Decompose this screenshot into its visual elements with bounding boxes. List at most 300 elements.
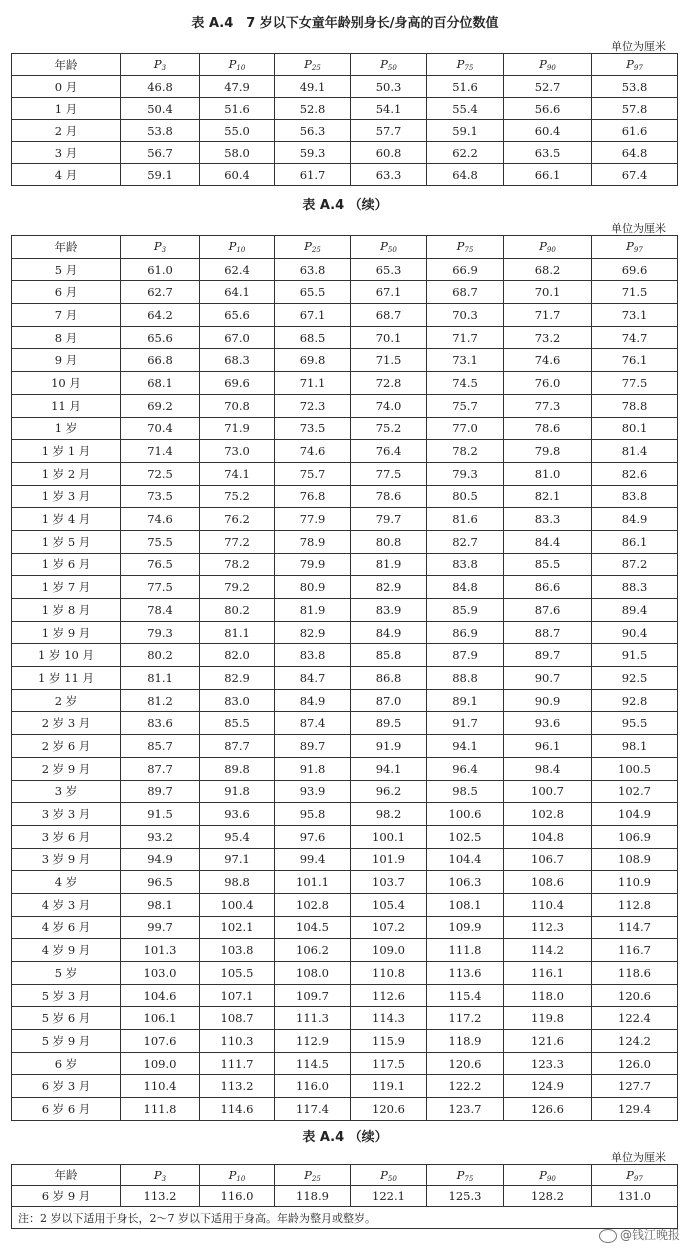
value-cell: 74.7 (592, 326, 678, 349)
value-cell: 103.0 (121, 962, 200, 985)
percentile-column-header: $P_{10}$ (200, 1165, 275, 1186)
percentile-subscript: 90 (546, 64, 556, 72)
value-cell: 89.8 (200, 757, 275, 780)
value-cell: 73.2 (504, 326, 592, 349)
value-cell: 118.9 (427, 1030, 504, 1053)
table-row (12, 599, 678, 622)
value-cell: 82.9 (275, 621, 351, 644)
value-cell: 68.7 (427, 281, 504, 304)
table-row (12, 576, 678, 599)
value-cell: 68.7 (351, 304, 427, 327)
value-cell: 108.1 (427, 893, 504, 916)
age-cell: 3 岁 (12, 780, 121, 803)
value-cell: 120.6 (592, 984, 678, 1007)
value-cell: 128.2 (504, 1186, 592, 1207)
table-row (12, 508, 678, 531)
value-cell: 75.7 (275, 462, 351, 485)
value-cell: 91.8 (275, 757, 351, 780)
value-cell: 98.1 (592, 735, 678, 758)
value-cell: 81.9 (275, 599, 351, 622)
value-cell: 77.5 (592, 372, 678, 395)
value-cell: 50.3 (351, 76, 427, 98)
value-cell: 77.5 (351, 462, 427, 485)
value-cell: 95.4 (200, 825, 275, 848)
value-cell: 85.8 (351, 644, 427, 667)
value-cell: 131.0 (592, 1186, 678, 1207)
table-row (12, 916, 678, 939)
age-cell: 3 岁 3 月 (12, 803, 121, 826)
value-cell: 86.1 (592, 530, 678, 553)
percentile-column-header: $P_{90}$ (504, 1165, 592, 1186)
value-cell: 62.7 (121, 281, 200, 304)
value-cell: 113.2 (121, 1186, 200, 1207)
value-cell: 90.7 (504, 667, 592, 690)
value-cell: 123.7 (427, 1098, 504, 1121)
value-cell: 85.5 (504, 553, 592, 576)
value-cell: 77.9 (275, 508, 351, 531)
age-cell: 4 月 (12, 164, 121, 186)
percentile-table-part1 (11, 53, 678, 186)
age-cell: 5 岁 9 月 (12, 1030, 121, 1053)
age-cell: 1 岁 3 月 (12, 485, 121, 508)
value-cell: 92.5 (592, 667, 678, 690)
value-cell: 83.3 (504, 508, 592, 531)
percentile-column-header: $P_{90}$ (504, 236, 592, 259)
value-cell: 101.9 (351, 848, 427, 871)
value-cell: 61.6 (592, 120, 678, 142)
percentile-column-header: $P_{97}$ (592, 236, 678, 259)
value-cell: 99.7 (121, 916, 200, 939)
value-cell: 82.1 (504, 485, 592, 508)
table-row (12, 120, 678, 142)
value-cell: 71.5 (592, 281, 678, 304)
value-cell: 89.7 (275, 735, 351, 758)
table-row (12, 98, 678, 120)
value-cell: 73.5 (121, 485, 200, 508)
value-cell: 100.5 (592, 757, 678, 780)
percentile-subscript: 97 (633, 246, 643, 255)
age-cell: 11 月 (12, 394, 121, 417)
value-cell: 126.6 (504, 1098, 592, 1121)
table-row (12, 417, 678, 440)
percentile-subscript: 3 (161, 1174, 167, 1183)
table-row (12, 621, 678, 644)
value-cell: 49.1 (275, 76, 351, 98)
percentile-subscript: 25 (311, 1174, 321, 1183)
value-cell: 68.1 (121, 372, 200, 395)
value-cell: 71.9 (200, 417, 275, 440)
value-cell: 77.3 (504, 394, 592, 417)
continued-title: 表 A.4 （续） (302, 1130, 388, 1145)
value-cell: 114.7 (592, 916, 678, 939)
value-cell: 97.6 (275, 825, 351, 848)
value-cell: 87.2 (592, 553, 678, 576)
value-cell: 89.1 (427, 689, 504, 712)
value-cell: 85.7 (121, 735, 200, 758)
value-cell: 125.3 (427, 1186, 504, 1207)
value-cell: 106.7 (504, 848, 592, 871)
table-row (12, 803, 678, 826)
value-cell: 119.8 (504, 1007, 592, 1030)
percentile-column-header: $P_{50}$ (351, 54, 427, 76)
value-cell: 62.4 (200, 258, 275, 281)
value-cell: 80.5 (427, 485, 504, 508)
percentile-subscript: 3 (161, 246, 167, 255)
age-cell: 2 岁 6 月 (12, 735, 121, 758)
value-cell: 80.9 (275, 576, 351, 599)
age-cell: 3 岁 6 月 (12, 825, 121, 848)
value-cell: 71.4 (121, 440, 200, 463)
value-cell: 98.4 (504, 757, 592, 780)
value-cell: 79.2 (200, 576, 275, 599)
value-cell: 68.3 (200, 349, 275, 372)
value-cell: 126.0 (592, 1052, 678, 1075)
value-cell: 91.7 (427, 712, 504, 735)
value-cell: 116.0 (275, 1075, 351, 1098)
value-cell: 69.6 (592, 258, 678, 281)
value-cell: 83.8 (427, 553, 504, 576)
table-row (12, 440, 678, 463)
age-cell: 2 岁 3 月 (12, 712, 121, 735)
table-row (12, 893, 678, 916)
value-cell: 59.1 (121, 164, 200, 186)
value-cell: 96.4 (427, 757, 504, 780)
unit-label: 单位为厘米 (611, 40, 666, 53)
value-cell: 104.8 (504, 825, 592, 848)
value-cell: 98.5 (427, 780, 504, 803)
value-cell: 98.1 (121, 893, 200, 916)
value-cell: 99.4 (275, 848, 351, 871)
value-cell: 111.7 (200, 1052, 275, 1075)
age-cell: 1 岁 11 月 (12, 667, 121, 690)
note-row (12, 1207, 678, 1229)
value-cell: 76.4 (351, 440, 427, 463)
value-cell: 107.2 (351, 916, 427, 939)
age-cell: 6 岁 6 月 (12, 1098, 121, 1121)
value-cell: 116.1 (504, 962, 592, 985)
value-cell: 89.5 (351, 712, 427, 735)
percentile-subscript: 25 (311, 246, 321, 255)
value-cell: 73.5 (275, 417, 351, 440)
value-cell: 114.5 (275, 1052, 351, 1075)
value-cell: 120.6 (427, 1052, 504, 1075)
table-row (12, 372, 678, 395)
value-cell: 92.8 (592, 689, 678, 712)
value-cell: 79.7 (351, 508, 427, 531)
percentile-column-header: $P_3$ (121, 54, 200, 76)
percentile-column-header: $P_3$ (121, 236, 200, 259)
unit-label: 单位为厘米 (611, 1151, 666, 1164)
table-row (12, 984, 678, 1007)
value-cell: 46.8 (121, 76, 200, 98)
value-cell: 78.6 (351, 485, 427, 508)
value-cell: 81.1 (200, 621, 275, 644)
value-cell: 104.4 (427, 848, 504, 871)
value-cell: 80.2 (121, 644, 200, 667)
value-cell: 73.1 (427, 349, 504, 372)
continued-title: 表 A.4 （续） (302, 198, 388, 213)
value-cell: 93.6 (504, 712, 592, 735)
table-row (12, 485, 678, 508)
age-cell: 7 月 (12, 304, 121, 327)
value-cell: 107.6 (121, 1030, 200, 1053)
table-header-row (12, 1165, 678, 1186)
value-cell: 84.9 (351, 621, 427, 644)
value-cell: 104.9 (592, 803, 678, 826)
table-row (12, 1007, 678, 1030)
age-column-header: 年龄 (12, 54, 121, 76)
value-cell: 93.2 (121, 825, 200, 848)
value-cell: 87.7 (121, 757, 200, 780)
percentile-column-header: $P_{97}$ (592, 54, 678, 76)
value-cell: 91.8 (200, 780, 275, 803)
value-cell: 112.3 (504, 916, 592, 939)
value-cell: 70.1 (504, 281, 592, 304)
value-cell: 79.3 (427, 462, 504, 485)
table-row (12, 1030, 678, 1053)
value-cell: 68.2 (504, 258, 592, 281)
table-header-row (12, 54, 678, 76)
watermark (599, 1226, 680, 1243)
value-cell: 80.2 (200, 599, 275, 622)
table-row (12, 462, 678, 485)
value-cell: 76.8 (275, 485, 351, 508)
value-cell: 82.9 (200, 667, 275, 690)
percentile-column-header: $P_{90}$ (504, 54, 592, 76)
value-cell: 95.5 (592, 712, 678, 735)
value-cell: 76.2 (200, 508, 275, 531)
value-cell: 93.9 (275, 780, 351, 803)
table-row (12, 304, 678, 327)
table-row (12, 962, 678, 985)
value-cell: 57.7 (351, 120, 427, 142)
value-cell: 114.6 (200, 1098, 275, 1121)
table-header-row (12, 236, 678, 259)
value-cell: 59.1 (427, 120, 504, 142)
value-cell: 100.7 (504, 780, 592, 803)
age-cell: 6 岁 3 月 (12, 1075, 121, 1098)
value-cell: 124.9 (504, 1075, 592, 1098)
value-cell: 78.2 (427, 440, 504, 463)
value-cell: 70.3 (427, 304, 504, 327)
percentile-subscript: 90 (546, 1174, 556, 1183)
value-cell: 91.5 (121, 803, 200, 826)
value-cell: 115.4 (427, 984, 504, 1007)
value-cell: 83.6 (121, 712, 200, 735)
value-cell: 83.8 (275, 644, 351, 667)
value-cell: 98.8 (200, 871, 275, 894)
value-cell: 101.3 (121, 939, 200, 962)
value-cell: 91.9 (351, 735, 427, 758)
table-row (12, 712, 678, 735)
value-cell: 60.4 (200, 164, 275, 186)
table-row (12, 644, 678, 667)
table-row (12, 757, 678, 780)
value-cell: 58.0 (200, 142, 275, 164)
value-cell: 82.0 (200, 644, 275, 667)
table-row (12, 939, 678, 962)
value-cell: 122.1 (351, 1186, 427, 1207)
value-cell: 90.4 (592, 621, 678, 644)
table-row (12, 1075, 678, 1098)
age-cell: 3 月 (12, 142, 121, 164)
value-cell: 53.8 (592, 76, 678, 98)
value-cell: 110.4 (121, 1075, 200, 1098)
value-cell: 70.4 (121, 417, 200, 440)
percentile-subscript: 50 (387, 64, 397, 72)
age-column-header: 年龄 (12, 236, 121, 259)
value-cell: 62.2 (427, 142, 504, 164)
percentile-subscript: 97 (633, 1174, 643, 1183)
age-cell: 4 岁 (12, 871, 121, 894)
table-row (12, 530, 678, 553)
age-column-header: 年龄 (12, 1165, 121, 1186)
value-cell: 118.0 (504, 984, 592, 1007)
table-row (12, 848, 678, 871)
value-cell: 55.4 (427, 98, 504, 120)
value-cell: 106.1 (121, 1007, 200, 1030)
value-cell: 82.6 (592, 462, 678, 485)
value-cell: 60.8 (351, 142, 427, 164)
percentile-subscript: 90 (546, 246, 556, 255)
value-cell: 67.1 (275, 304, 351, 327)
value-cell: 65.6 (200, 304, 275, 327)
table-row (12, 825, 678, 848)
value-cell: 120.6 (351, 1098, 427, 1121)
value-cell: 81.4 (592, 440, 678, 463)
value-cell: 71.7 (504, 304, 592, 327)
value-cell: 119.1 (351, 1075, 427, 1098)
percentile-column-header: $P_{10}$ (200, 236, 275, 259)
value-cell: 108.7 (200, 1007, 275, 1030)
table-row (12, 780, 678, 803)
value-cell: 94.1 (351, 757, 427, 780)
value-cell: 109.7 (275, 984, 351, 1007)
table-row (12, 394, 678, 417)
value-cell: 70.8 (200, 394, 275, 417)
age-cell: 1 岁 5 月 (12, 530, 121, 553)
value-cell: 110.9 (592, 871, 678, 894)
table-row (12, 689, 678, 712)
value-cell: 87.9 (427, 644, 504, 667)
value-cell: 56.3 (275, 120, 351, 142)
value-cell: 91.5 (592, 644, 678, 667)
age-cell: 6 岁 (12, 1052, 121, 1075)
table-row (12, 1098, 678, 1121)
value-cell: 109.0 (121, 1052, 200, 1075)
table-note: 注：2 岁以下适用于身长，2～7 岁以下适用于身高。年龄为整月或整岁。 (12, 1207, 678, 1229)
value-cell: 104.5 (275, 916, 351, 939)
value-cell: 102.7 (592, 780, 678, 803)
value-cell: 78.6 (504, 417, 592, 440)
value-cell: 84.9 (275, 689, 351, 712)
age-cell: 1 岁 6 月 (12, 553, 121, 576)
value-cell: 103.8 (200, 939, 275, 962)
value-cell: 102.8 (275, 893, 351, 916)
value-cell: 53.8 (121, 120, 200, 142)
value-cell: 87.0 (351, 689, 427, 712)
value-cell: 94.9 (121, 848, 200, 871)
value-cell: 63.5 (504, 142, 592, 164)
percentile-table-part2 (11, 235, 678, 1121)
value-cell: 67.4 (592, 164, 678, 186)
value-cell: 52.7 (504, 76, 592, 98)
value-cell: 109.9 (427, 916, 504, 939)
value-cell: 102.8 (504, 803, 592, 826)
value-cell: 73.1 (592, 304, 678, 327)
value-cell: 75.5 (121, 530, 200, 553)
value-cell: 78.9 (275, 530, 351, 553)
value-cell: 81.6 (427, 508, 504, 531)
table-row (12, 76, 678, 98)
age-cell: 2 岁 (12, 689, 121, 712)
value-cell: 66.9 (427, 258, 504, 281)
age-cell: 4 岁 9 月 (12, 939, 121, 962)
value-cell: 115.9 (351, 1030, 427, 1053)
value-cell: 84.4 (504, 530, 592, 553)
age-cell: 8 月 (12, 326, 121, 349)
value-cell: 86.6 (504, 576, 592, 599)
table-row (12, 164, 678, 186)
table-row (12, 281, 678, 304)
value-cell: 106.9 (592, 825, 678, 848)
value-cell: 76.1 (592, 349, 678, 372)
value-cell: 108.9 (592, 848, 678, 871)
value-cell: 64.8 (592, 142, 678, 164)
age-cell: 6 月 (12, 281, 121, 304)
value-cell: 98.2 (351, 803, 427, 826)
value-cell: 114.3 (351, 1007, 427, 1030)
value-cell: 86.9 (427, 621, 504, 644)
table-row (12, 326, 678, 349)
value-cell: 74.5 (427, 372, 504, 395)
value-cell: 96.5 (121, 871, 200, 894)
value-cell: 80.1 (592, 417, 678, 440)
age-cell: 1 岁 7 月 (12, 576, 121, 599)
value-cell: 67.0 (200, 326, 275, 349)
value-cell: 61.0 (121, 258, 200, 281)
age-cell: 4 岁 6 月 (12, 916, 121, 939)
value-cell: 84.7 (275, 667, 351, 690)
weibo-logo-icon (599, 1229, 617, 1243)
value-cell: 74.0 (351, 394, 427, 417)
value-cell: 116.0 (200, 1186, 275, 1207)
age-cell: 1 岁 1 月 (12, 440, 121, 463)
value-cell: 77.2 (200, 530, 275, 553)
value-cell: 81.1 (121, 667, 200, 690)
value-cell: 72.3 (275, 394, 351, 417)
percentile-subscript: 10 (236, 64, 246, 72)
value-cell: 74.6 (121, 508, 200, 531)
age-cell: 0 月 (12, 76, 121, 98)
value-cell: 74.1 (200, 462, 275, 485)
value-cell: 69.2 (121, 394, 200, 417)
age-cell: 1 岁 2 月 (12, 462, 121, 485)
value-cell: 78.4 (121, 599, 200, 622)
value-cell: 69.6 (200, 372, 275, 395)
value-cell: 89.7 (121, 780, 200, 803)
age-cell: 1 岁 (12, 417, 121, 440)
table-row (12, 1052, 678, 1075)
value-cell: 71.1 (275, 372, 351, 395)
value-cell: 70.1 (351, 326, 427, 349)
value-cell: 84.8 (427, 576, 504, 599)
value-cell: 73.0 (200, 440, 275, 463)
value-cell: 108.6 (504, 871, 592, 894)
value-cell: 59.3 (275, 142, 351, 164)
percentile-column-header: $P_{50}$ (351, 236, 427, 259)
value-cell: 110.8 (351, 962, 427, 985)
